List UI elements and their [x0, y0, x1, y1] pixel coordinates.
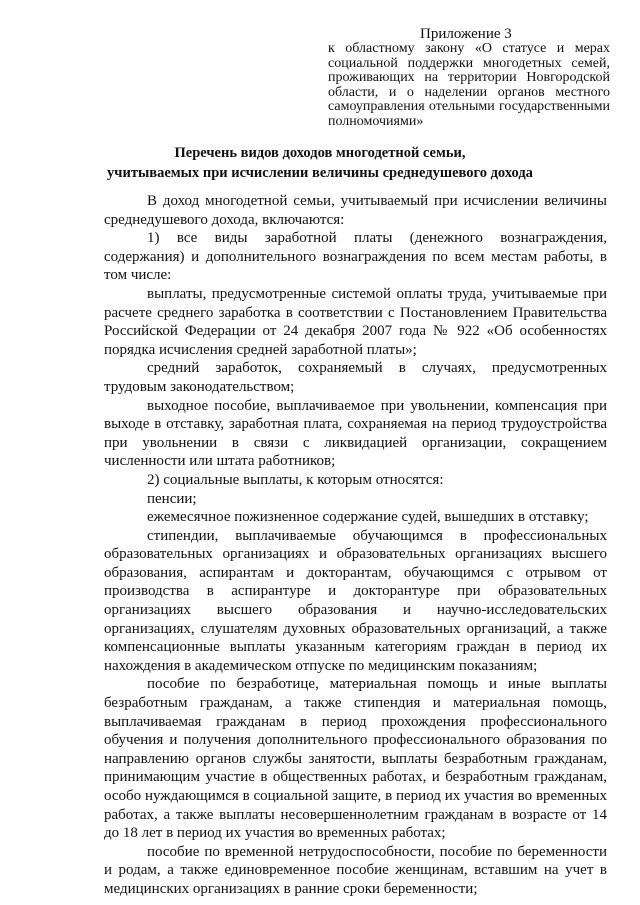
paragraph-pensions: пенсии; — [147, 490, 197, 507]
paragraph-intro: В доход многодетной семьи, учитываемый при исчислении величины среднедушевого дохода, включаются: — [104, 193, 607, 228]
paragraph-average-earnings: средний заработок, сохраняемый в случаях, предусмотренных трудовым законодательством; — [104, 360, 607, 395]
document-body — [104, 192, 607, 899]
appendix-header — [328, 26, 610, 129]
paragraph-disability: пособие по временной нетрудоспособности, пособие по беременности и родам, а также единовременное пособие женщинам, вставшим на учет в медицинских организациях в ранние сроки беременности; — [104, 843, 607, 897]
paragraph-judges: ежемесячное пожизненное содержание судей, вышедших в отставку; — [147, 509, 589, 526]
paragraph-payments: выплаты, предусмотренные системой оплаты труда, учитываемые при расчете среднего заработка в соответствии с Постановлением Правительства Российской Федерации от 24 декабря 2007 года № 922 «Об особенностях порядка исчисления средней заработной платы»; — [104, 285, 607, 358]
paragraph-item-2: 2) социальные выплаты, к которым относятся: — [147, 471, 444, 488]
appendix-title: Приложение 3 — [420, 26, 512, 42]
paragraph-item-1: 1) все виды заработной платы (денежного вознаграждения, содержания) и дополнительного вознаграждения по всем местам работы, в том числе: — [104, 230, 607, 284]
document-title-line-2: учитываемых при исчислении величины среднедушевого дохода — [107, 165, 533, 181]
appendix-text: к областному закону «О статусе и мерах социальной поддержки многодетных семей, проживающих на территории Новгородской области, и о наделении органов местного самоуправления отельными государственными полномочиями» — [328, 41, 610, 129]
document-title — [60, 143, 580, 183]
document-title-line-1: Перечень видов доходов многодетной семьи, — [174, 145, 466, 161]
paragraph-unemployment: пособие по безработице, материальная помощь и иные выплаты безработным гражданам, а также стипендия и материальная помощь, выплачиваемая гражданам в период прохождения профессионального обучения и получения дополнительного профессионального образования по направлению органов службы занятости, выплаты безработным гражданам, принимающим участие в общественных работах, и безработным гражданам, особо нуждающимся в социальной защите, в период их участия во временных работах, а также выплаты несовершеннолетним гражданам в возрасте от 14 до 18 лет в период их участия во временных работах; — [104, 676, 607, 842]
paragraph-severance: выходное пособие, выплачиваемое при увольнении, компенсация при выходе в отставку, заработная плата, сохраняемая на период трудоустройства при увольнении в связи с ликвидацией организации, сокращением численности или штата работников; — [104, 397, 607, 470]
paragraph-scholarships: стипендии, выплачиваемые обучающимся в профессиональных образовательных организациях и образовательных организациях высшего образования, аспирантам и докторантам, обучающимся с отрывом от производства в аспирантуре и докторантуре при образовательных организациях высшего образования и научно-исследовательских организациях, слушателям духовных образовательных организаций, а также компенсационные выплаты указанным категориям граждан в период их нахождения в академическом отпуске по медицинским показаниям; — [104, 527, 607, 674]
